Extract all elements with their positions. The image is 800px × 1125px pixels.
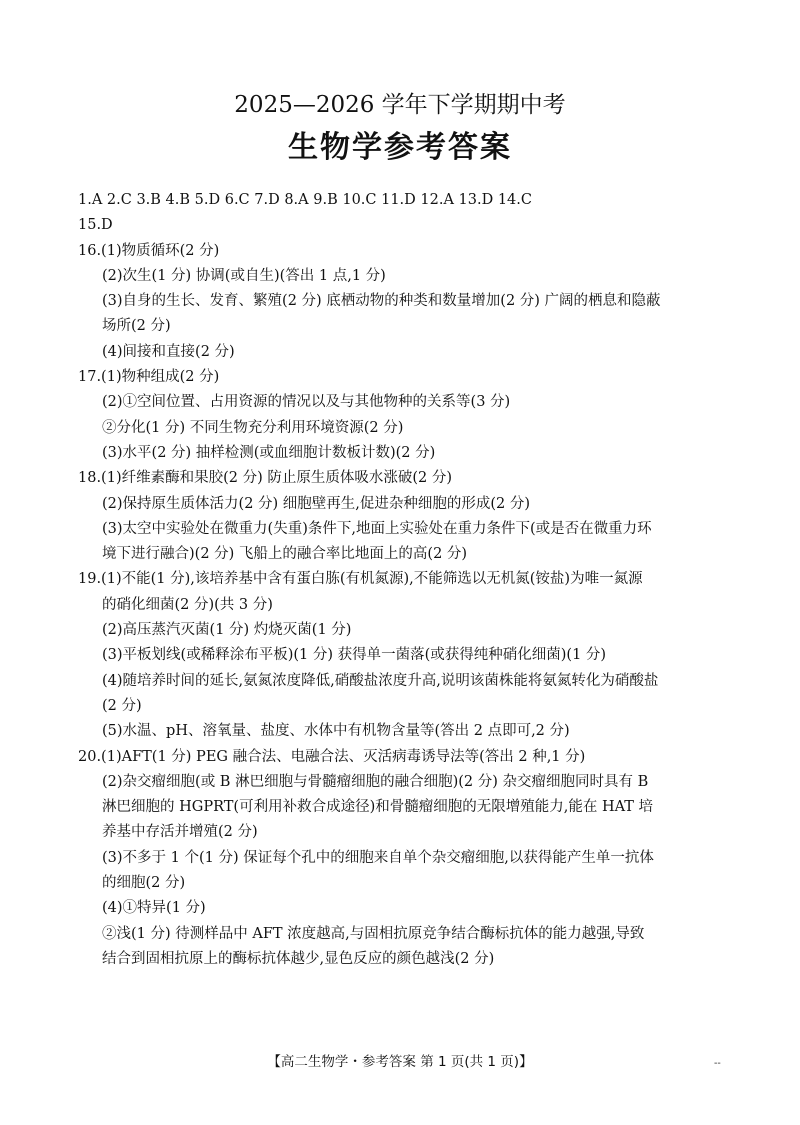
answer-line: (3)水平(2 分) 抽样检测(或血细胞计数板计数)(2 分): [102, 444, 436, 461]
answer-line: ②浅(1 分) 待测样品中 AFT 浓度越高,与固相抗原竞争结合酶标抗体的能力越强,导致: [102, 925, 645, 942]
answer-line: (3)自身的生长、发育、繁殖(2 分) 底栖动物的种类和数量增加(2 分) 广阔的栖息和隐蔽: [102, 293, 661, 310]
answer-line: (3)平板划线(或稀释涂布平板)(1 分) 获得单一菌落(或获得纯种硝化细菌)(1 分): [102, 647, 607, 664]
answer-line: 15.D: [78, 217, 113, 234]
answer-line: (4)①特异(1 分): [102, 900, 206, 917]
answer-line: (2)①空间位置、占用资源的情况以及与其他物种的关系等(3 分): [102, 394, 511, 411]
answer-line: (4)间接和直接(2 分): [102, 343, 235, 360]
answer-line: (3)太空中实验处在微重力(失重)条件下,地面上实验处在重力条件下(或是否在微重力环: [102, 520, 652, 537]
answer-line: (2)保持原生质体活力(2 分) 细胞壁再生,促进杂种细胞的形成(2 分): [102, 495, 531, 512]
answer-line: 1.A 2.C 3.B 4.B 5.D 6.C 7.D 8.A 9.B 10.C 11.D 12.A 13.D 14.C: [78, 192, 532, 208]
corner-mark: --: [714, 1058, 721, 1069]
answer-line: 结合到固相抗原上的酶标抗体越少,显色反应的颜色越浅(2 分): [102, 950, 495, 967]
answer-line: 场所(2 分): [102, 318, 171, 335]
answer-line: 的硝化细菌(2 分)(共 3 分): [102, 596, 273, 613]
answer-line: 19.(1)不能(1 分),该培养基中含有蛋白胨(有机氮源),不能筛选以无机氮(铵盐)为唯一氮源: [78, 571, 643, 588]
answer-line: (5)水温、pH、溶氧量、盐度、水体中有机物含量等(答出 2 点即可,2 分): [102, 723, 570, 740]
answer-line: (3)不多于 1 个(1 分) 保证每个孔中的细胞来自单个杂交瘤细胞,以获得能产生单一抗体: [102, 849, 654, 866]
answer-line: (2)次生(1 分) 协调(或自生)(答出 1 点,1 分): [102, 267, 386, 284]
answer-key-title: 生物学参考答案: [288, 130, 512, 165]
answer-line: 的细胞(2 分): [102, 875, 186, 892]
answer-line: 淋巴细胞的 HGPRT(可利用补救合成途径)和骨髓瘤细胞的无限增殖能力,能在 HAT 培: [102, 799, 654, 816]
answer-content: [78, 188, 723, 972]
answer-line: 16.(1)物质循环(2 分): [78, 242, 220, 259]
answer-line: (2)高压蒸汽灭菌(1 分) 灼烧灭菌(1 分): [102, 622, 352, 639]
answer-line: (2)杂交瘤细胞(或 B 淋巴细胞与骨髓瘤细胞的融合细胞)(2 分) 杂交瘤细胞同时具有 B: [102, 773, 649, 790]
exam-title: 2025—2026 学年下学期期中考: [234, 92, 566, 118]
answer-line: (4)随培养时间的延长,氨氮浓度降低,硝酸盐浓度升高,说明该菌株能将氨氮转化为硝酸盐: [102, 672, 659, 689]
answer-line: (2 分): [102, 697, 142, 714]
page-footer: 【高二生物学・参考答案 第 1 页(共 1 页)】: [267, 1054, 533, 1070]
answer-line: 17.(1)物种组成(2 分): [78, 369, 220, 386]
answer-line: 18.(1)纤维素酶和果胶(2 分) 防止原生质体吸水涨破(2 分): [78, 470, 453, 487]
answer-line: 20.(1)AFT(1 分) PEG 融合法、电融合法、灭活病毒诱导法等(答出 2 种,1 分): [78, 748, 586, 765]
answer-line: 境下进行融合)(2 分) 飞船上的融合率比地面上的高(2 分): [102, 546, 468, 563]
answer-line: ②分化(1 分) 不同生物充分利用环境资源(2 分): [102, 419, 404, 436]
answer-line: 养基中存活并增殖(2 分): [102, 824, 258, 841]
